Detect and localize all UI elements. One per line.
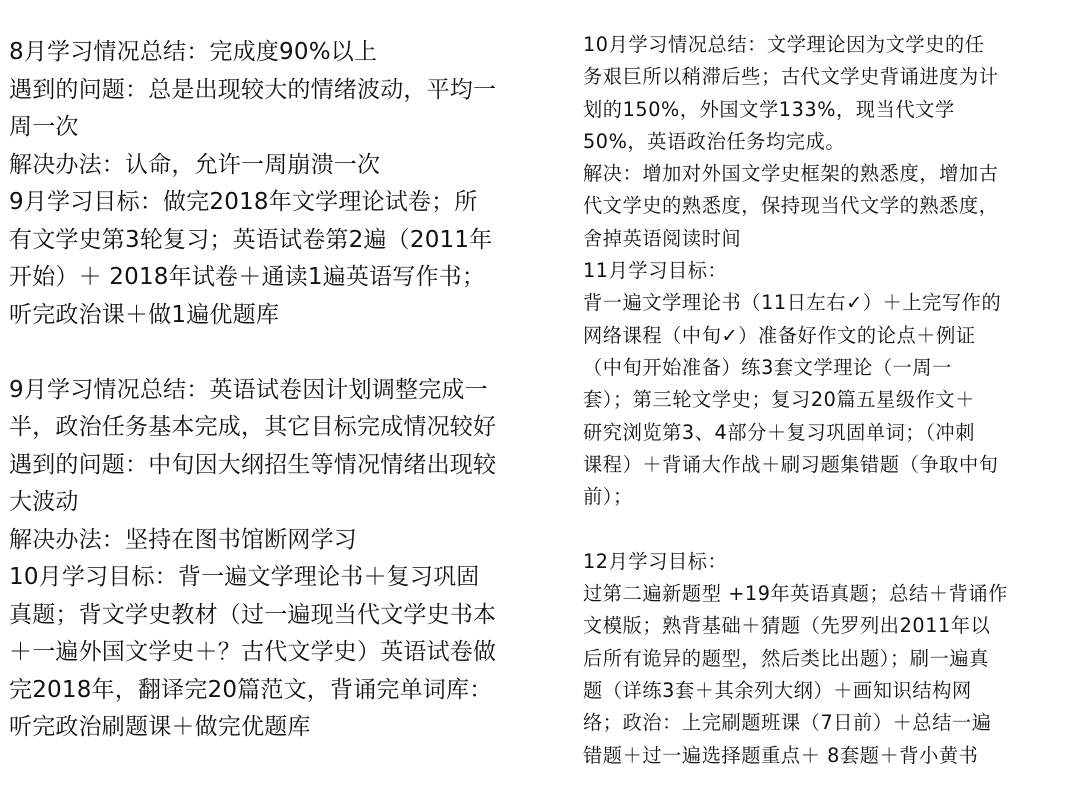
- text-line: 遇到的问题：总是出现较大的情绪波动，平均一: [9, 76, 497, 103]
- text-line: 遇到的问题：中旬因大纲招生等情况情绪出现较: [9, 451, 497, 478]
- text-line: 网络课程（中旬✓）准备好作文的论点＋例证: [583, 323, 976, 347]
- text-line: 务艰巨所以稍滞后些；古代文学史背诵进度为计: [583, 65, 999, 89]
- text-line: 划的150%，外国文学133%，现当代文学: [583, 97, 955, 121]
- text-line: 10月学习目标：背一遍文学理论书＋复习巩固: [9, 564, 480, 590]
- text-line: 10月学习情况总结：文学理论因为文学史的任: [583, 33, 985, 56]
- text-line: 背一遍文学理论书（11日左右✓）＋上完写作的: [583, 291, 1002, 315]
- text-line: 开始）＋ 2018年试卷＋通读1遍英语写作书；: [9, 264, 486, 290]
- text-line: 解决办法：坚持在图书馆断网学习: [9, 526, 357, 553]
- text-line: 有文学史第3轮复习；英语试卷第2遍（2011年: [9, 226, 493, 253]
- text-line: 11月学习目标：: [583, 259, 728, 283]
- text-line: 半，政治任务基本完成，其它目标完成情况较好: [9, 414, 497, 440]
- text-line: 完2018年，翻译完20篇范文，背诵完单词库：: [9, 676, 493, 703]
- text-line: 9月学习情况总结：英语试卷因计划调整完成一: [9, 376, 488, 403]
- text-line: 课程）＋背诵大作战＋刷习题集错题（争取中旬: [583, 452, 999, 476]
- text-line: 错题＋过一遍选择题重点＋ 8套题＋背小黄书: [583, 743, 979, 767]
- text-line: 文模版；熟背基础＋猜题（先罗列出2011年以: [583, 614, 991, 638]
- text-line: 听完政治课＋做1遍优题库: [9, 301, 280, 328]
- text-line: 9月学习目标：做完2018年文学理论试卷；所: [9, 189, 478, 215]
- text-line: 舍掉英语阅读时间: [583, 226, 742, 250]
- text-line: （中旬开始准备）练3套文学理论（一周一: [583, 355, 952, 379]
- text-line: 前）；: [583, 485, 633, 509]
- text-line: 听完政治刷题课＋做完优题库: [9, 714, 311, 740]
- text-line: 过第二遍新题型 +19年英语真题；总结＋背诵作: [583, 582, 1008, 606]
- right-column: [583, 0, 1073, 808]
- text-line: 周一次: [9, 114, 79, 140]
- text-line: 后所有诡异的题型，然后类比出题）；刷一遍真: [583, 646, 989, 670]
- blank-line: [583, 513, 1073, 545]
- text-line: 解决办法：认命，允许一周崩溃一次: [9, 151, 381, 178]
- text-line: 套）；第三轮文学史；复习20篇五星级作文＋: [583, 388, 975, 412]
- text-line: 代文学史的熟悉度，保持现当代文学的熟悉度，: [583, 194, 999, 218]
- text-line: 真题；背文学史教材（过一遍现当代文学史书本: [9, 601, 497, 628]
- text-line: 50%，英语政治任务均完成。: [583, 129, 846, 153]
- text-line: 题（详练3套＋其余列大纲）＋画知识结构网: [583, 678, 972, 702]
- text-line: 解决：增加对外国文学史框架的熟悉度，增加古: [583, 162, 999, 186]
- text-line: 络；政治：上完刷题班课（7日前）＋总结一遍: [583, 711, 992, 735]
- text-line: 8月学习情况总结：完成度90%以上: [9, 39, 378, 65]
- text-line: 研究浏览第3、4部分＋复习巩固单词；（冲刺: [583, 420, 975, 444]
- text-line: 大波动: [9, 489, 79, 515]
- text-line: ＋一遍外国文学史＋？古代文学史）英语试卷做: [9, 639, 497, 665]
- text-line: 12月学习目标：: [583, 549, 728, 573]
- blank-line: [9, 334, 560, 372]
